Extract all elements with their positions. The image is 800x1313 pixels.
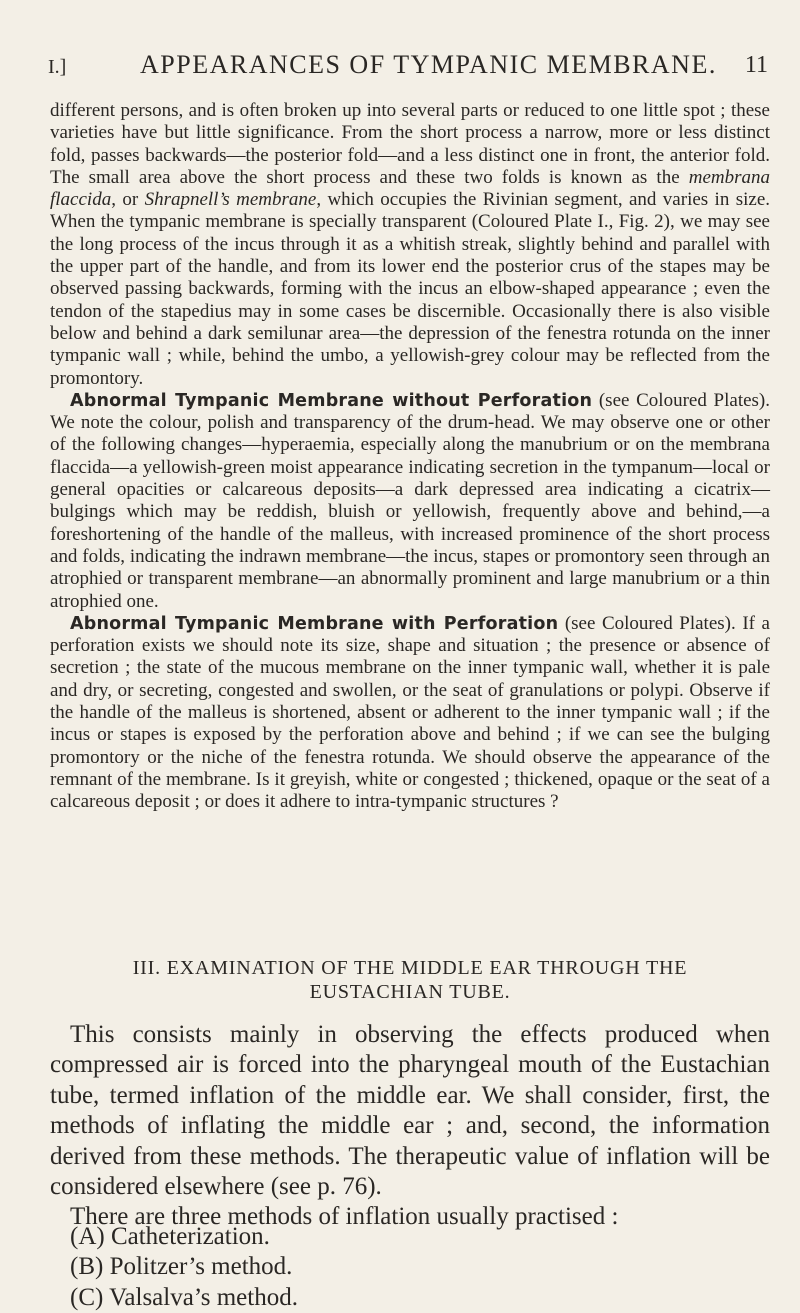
list-item: (B) Politzer’s method. [70,1253,293,1281]
text-run: , or [111,189,145,211]
paragraph-without-perforation [50,390,770,613]
running-header [48,50,768,84]
section-intro [50,1020,770,1233]
section-heading-line: EUSTACHIAN TUBE. [309,981,511,1003]
term-membrana-flaccida: membrana flaccida [50,166,770,211]
paragraph-with-perforation [50,613,770,814]
page-number: 11 [744,52,768,78]
list-item: (A) Catheterization. [70,1223,270,1250]
running-title: APPEARANCES OF TYMPANIC MEMBRANE. [140,50,717,79]
text-run: , which occupies the Rivinian segment, and varies in size. When the tympanic membrane is specially transparent (Coloured Plate I., Fig. 2), we may see the long process of the incus through it as a whitish streak, slightly behind and parallel with the upper part of the handle, and from its lower end the posterior crus of the stapes may be observed passing backwards, forming with the incus an elbow-shaped appearance ; even the tendon of the stapedius may in some cases be discernible. Occasionally there is also visible below and behind a dark semilunar area—the depression of the fenestra rotunda on the inner tympanic wall ; while, behind the umbo, a yellowish-grey colour may be reflected from the promontory. [50,189,771,389]
subheading-without-perforation: Abnormal Tympanic Membrane without Perforation [70,390,593,411]
chapter-marker: I.] [48,56,67,78]
subheading-with-perforation: Abnormal Tympanic Membrane with Perforation [70,613,559,634]
intro-paragraph: This consists mainly in observing the effects produced when compressed air is forced into the pharyngeal mouth of the Eustachian tube, termed inflation of the middle ear. We shall consider, first, the methods of inflating the middle ear ; and, second, the information derived from these methods. The therapeutic value of inflation will be considered elsewhere (see p. 76). [50,1021,770,1201]
methods-intro: There are three methods of inflation usually practised : [70,1203,619,1231]
section-heading-line: III. EXAMINATION OF THE MIDDLE EAR THROUGH THE [132,957,688,979]
term-shrapnells-membrane: Shrapnell’s membrane [144,189,317,211]
methods-list [70,1222,298,1313]
text-run: (see Coloured Plates). We note the colour, polish and transparency of the drum-head. We may observe one or other of the following changes—hyperaemia, especially along the manubrium or on the membrana flaccida—a yellowish-green moist appearance indicating secretion in the tympanum—local or general opacities or calcareous deposits—a dark depressed area indicating a cicatrix—bulgings which may be reddish, bluish or yellowish, frequently above and behind,—a foreshortening of the handle of the malleus, with increased prominence of the short process and folds, indicating the indrawn membrane—the incus, stapes or promontory seen through an atrophied or transparent membrane—an abnormally prominent and large manubrium or a thin atrophied one. [50,389,771,612]
text-run: different persons, and is often broken up into several parts or reduced to one little spot ; these varieties have but little significance. From the short process a narrow, more or less distinct fold, passes backwards—the posterior fold—and a less distinct one in front, the anterior fold. The small area above the short process and these two folds is known as the [50,100,770,188]
list-item: (C) Valsalva’s method. [70,1283,298,1311]
text-run: (see Coloured Plates). If a perforation exists we should note its size, shape and situation ; the presence or absence of secretion ; the state of the mucous membrane on the inner tympanic wall, whether it is pale and dry, or secreting, congested and swollen, or the seat of granulations or polypi. Observe if the handle of the malleus is shortened, absent or adherent to the inner tympanic wall ; if the incus or stapes is exposed by the perforation above and behind ; if we can see the bulging promontory or the niche of the fenestra rotunda. We should observe the appearance of the remnant of the membrane. Is it greyish, white or congested ; thickened, opaque or the seat of a calcareous deposit ; or does it adhere to intra-tympanic structures ? [50,612,770,813]
body-text [50,100,770,814]
paragraph-continued [50,100,770,390]
section-heading [50,956,770,1004]
